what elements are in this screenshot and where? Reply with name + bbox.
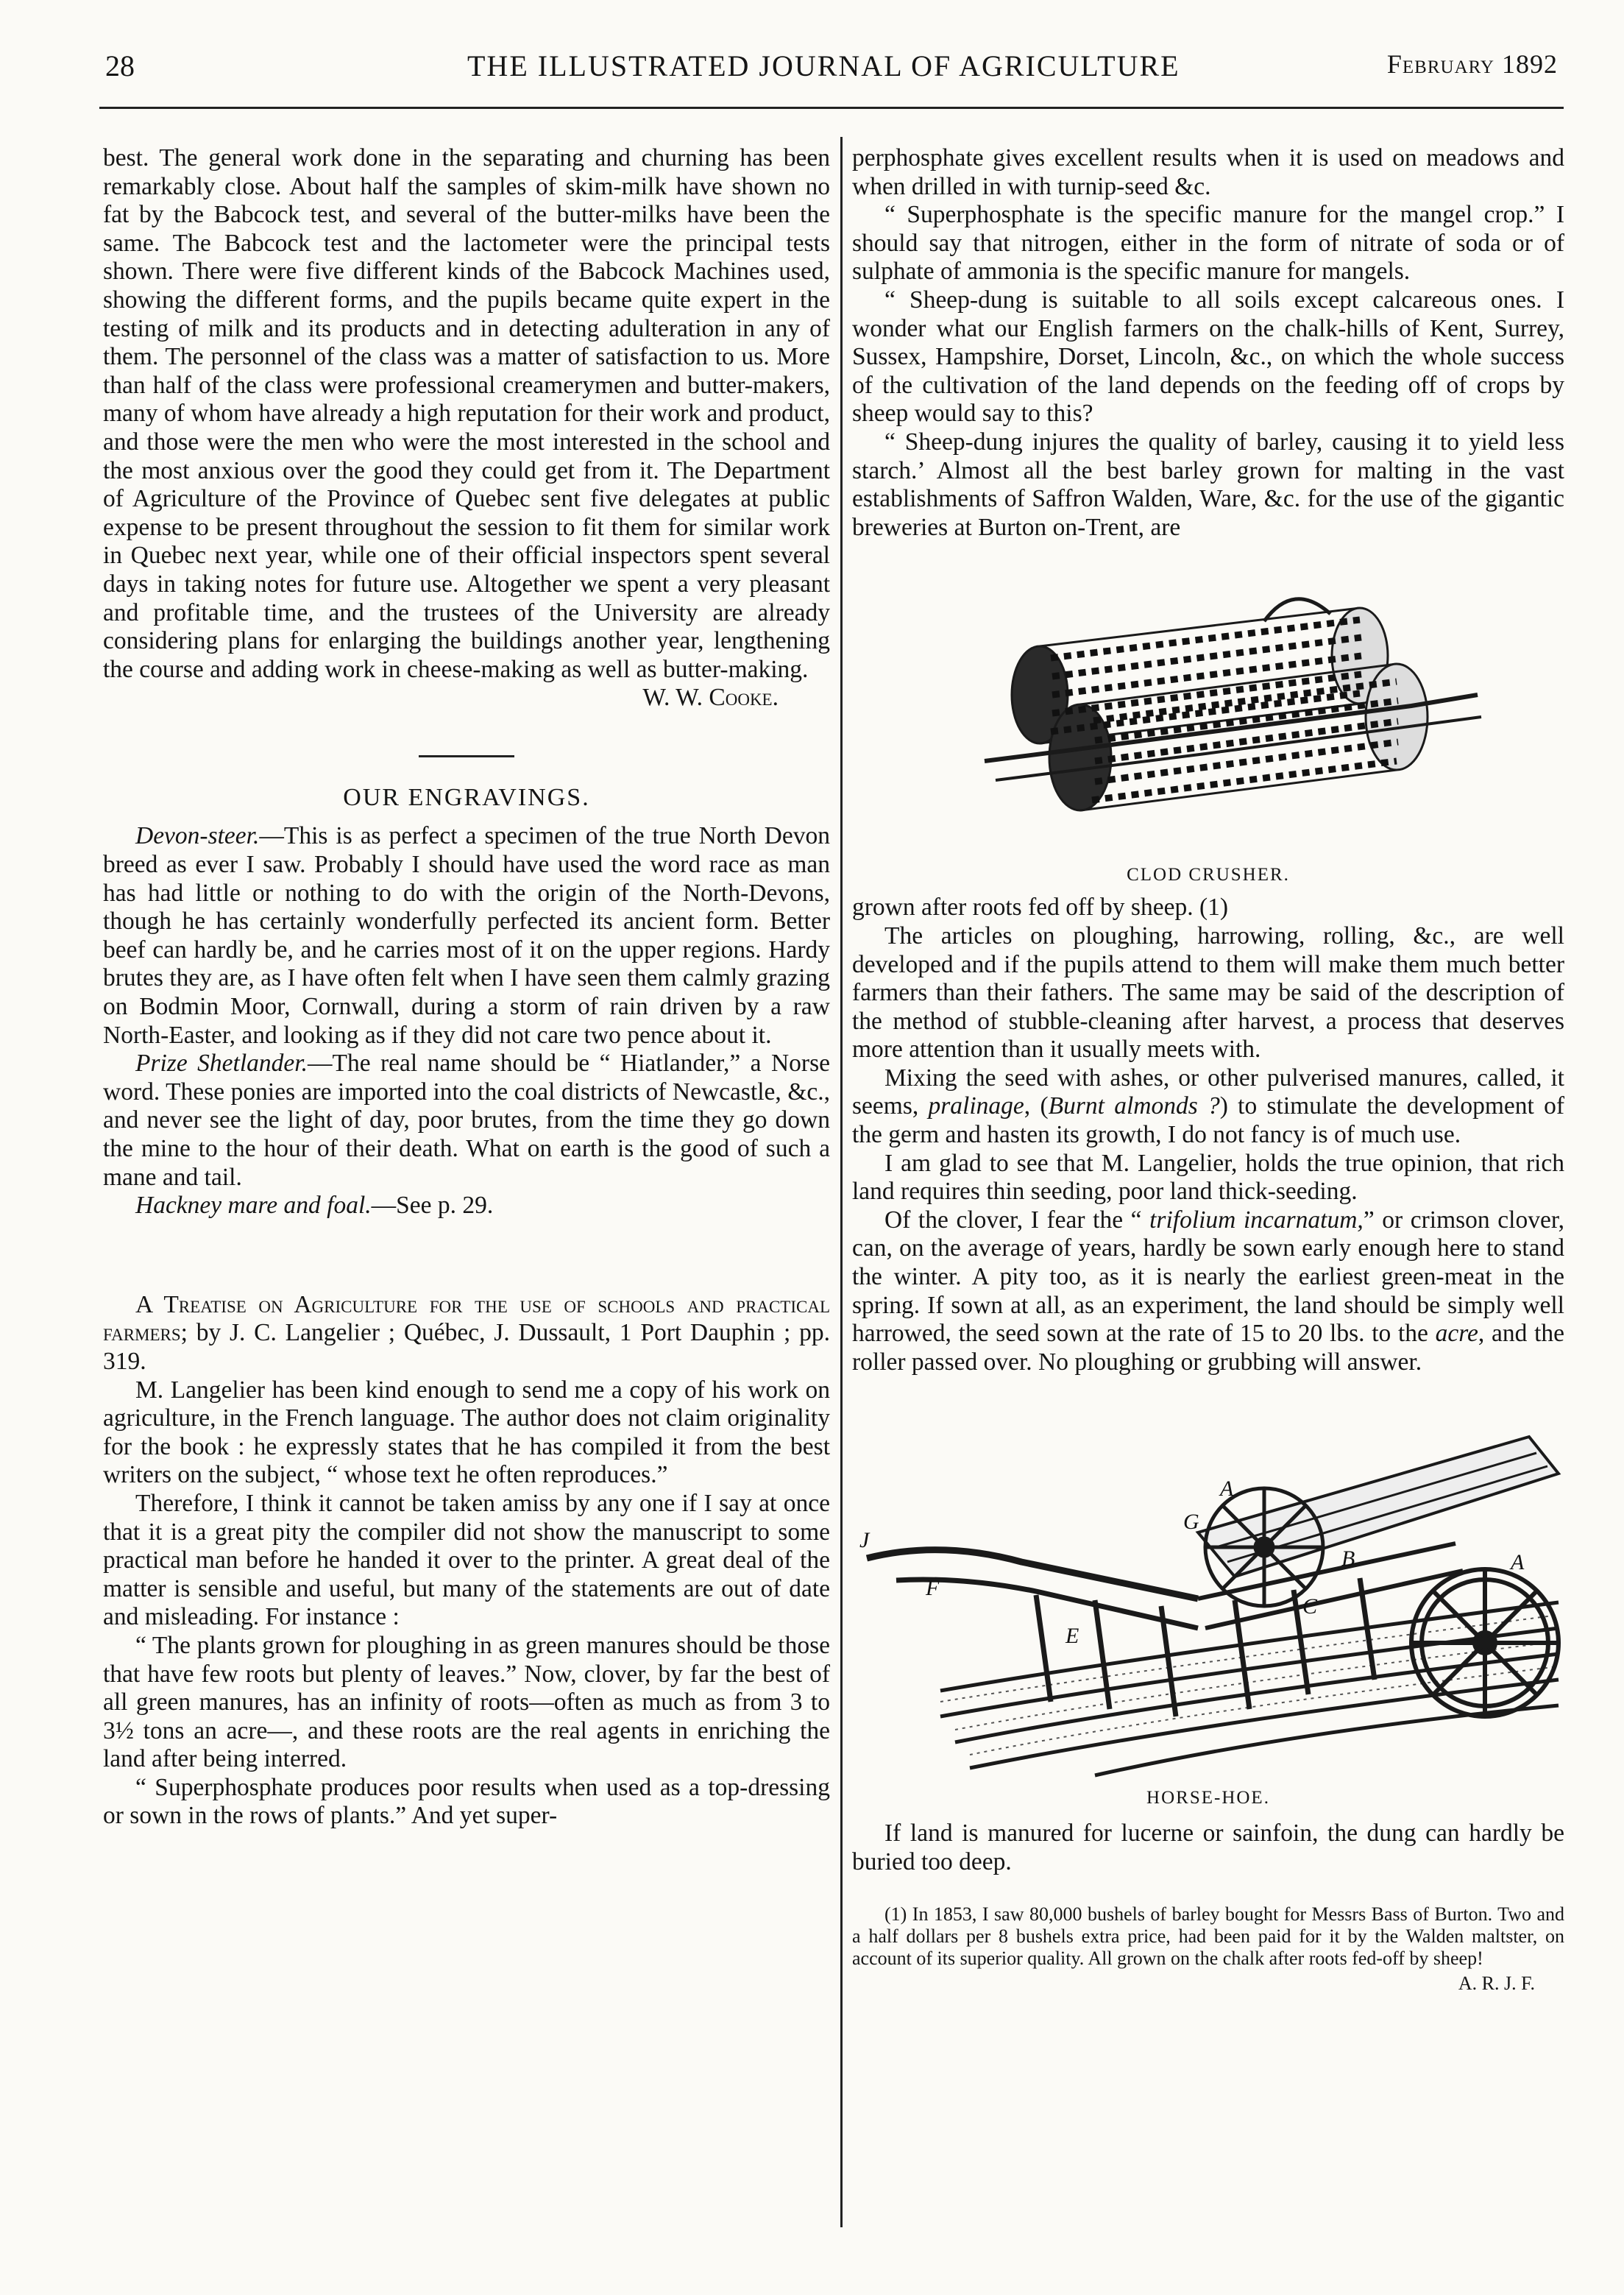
clod-crusher-figure [852,577,1564,894]
review-paragraph-3: “ The plants grown for ploughing in as green manures should be those that have few roots but plenty of leaves.” Now, clover, by far the best of all green manures, has an infinity of roots—often as much as from 3 to 3½ tons an acre—, and these roots are the real agents in enriching the land after being interred. [103,1631,830,1773]
hoe-label-c: C [1302,1594,1318,1619]
hackney-text: —See p. 29. [371,1192,494,1220]
hoe-label-a2: A [1511,1550,1525,1575]
shetland-text: —The real name should be “ Hiatlander,” a Norse word. These ponies are imported into the coal districts of Newcastle, &c., and never see the light of day, poor brutes, from the time they go down the mine to the hour of their death. What on earth is the good of such a mane and tail. [103,1050,830,1191]
seeding-paragraph: I am glad to see that M. Langelier, holds the true opinion, that rich land requires thin seeding, poor land thick-seeding. [852,1149,1564,1206]
review-heading [103,1291,830,1376]
barley-paragraph: “ Sheep-dung injures the quality of barley, causing it to yield less starch.’ Almost all the best barley grown for malting in the vast establishments of Saffron Walden, Ware, &c. for the use of the gigantic breweries at Burton on-Trent, are [852,428,1564,541]
hoe-label-f: F [926,1576,940,1601]
right-column [852,144,1564,1998]
ploughing-paragraph: The articles on ploughing, harrowing, rolling, &c., are well developed and if the pupils attend to them will make them much better farmers than their fathers. The same may be said of the description of the method of stubble-cleaning after harvest, a process that deserves more attention than it usually meets with. [852,922,1564,1064]
clover-paragraph: Of the clover, I fear the “ trifolium incarnatum,” or crimson clover, can, on the average of years, hardly be sown early enough here to stand the winter. A pity too, as it is nearly the earliest green-meat in the spring. If sown at all, as an experiment, the land should be simply well harrowed, the seed sown at the rate of 15 to 20 lbs. to the acre, and the roller passed over. No ploughing or grubbing will answer. [852,1206,1565,1376]
roots-paragraph: grown after roots fed off by sheep. (1) [852,894,1229,922]
column-divider [840,137,843,2227]
horse-hoe-caption: HORSE-HOE. [1146,1788,1270,1808]
hackney-label: Hackney mare and foal. [135,1192,372,1220]
mangel-paragraph: “ Superphosphate is the specific manure for the mangel crop.” I should say that nitrogen, either in the form of nitrate of soda or of sulphate of ammonia is the specific manure for mangels. [852,201,1564,286]
devon-steer-text: —This is as perfect a specimen of the true North Devon breed as ever I saw. Probably I should have used the word race as man has had little or nothing to do with the origin of the North-Devons, though he has certainly wonderfully perfected its ancient form. Better beef can hardly be, and he carries most of it on the upper regions. Hardy brutes they are, as I have often felt when I have seen them calmly grazing on Bodmin Moor, Cornwall, during a storm of rain driven by a raw North-Easter, and looking as if they did not care two pence about it. [103,822,830,1049]
footnote: (1) In 1853, I saw 80,000 bushels of barley bought for Messrs Bass of Burton. Two and a half dollars per 8 bushels extra price, had been paid for it by the Walden maltster, on account of its superior quality. All grown on the chalk after roots fed-off by sheep! [852,1903,1564,1969]
review-citation: ; by J. C. Langelier ; Québec, J. Dussault, 1 Port Dauphin ; pp. 319. [103,1319,830,1375]
journal-title: THE ILLUSTRATED JOURNAL OF AGRICULTURE [467,49,1180,82]
issue-date: February 1892 [1386,49,1558,79]
review-title: A Treatise on Agriculture for the use of schools and practical farmers [103,1290,830,1347]
left-column [103,144,830,1831]
footnote-signature: A. R. J. F. [1458,1972,1535,1994]
hoe-label-e: E [1065,1624,1079,1649]
hoe-label-g: G [1183,1510,1199,1535]
dairy-school-paragraph: best. The general work done in the separating and churning has been remarkably close. About half the samples of skim-milk have shown no fat by the Babcock test, and several of the butter-milks have been the same. The Babcock test and the lactometer were the principal tests shown. There were five different kinds of the Babcock Machines used, showing the different forms, and the pupils became quite expert in the testing of milk and its products and in detecting adulteration in any of them. The personnel of the class was a matter of satisfaction to us. More than half of the class were professional creamerymen and butter-makers, many of whom have already a high reputation for their work and product, and those were the men who were the most interested in the school and the most anxious over the good they could get from it. The Department of Agriculture of the Province of Quebec sent five delegates at public expense to be present throughout the session to fit them for similar work in Quebec next year, while one of their official inspectors spent several days in taking notes for future use. Altogether we spent a very pleasant and profitable time, and the trustees of the University are already considering plans for enlarging the buildings another year, lengthening the course and adding work in cheese-making as well as butter-making. [103,144,830,683]
review-paragraph-2: Therefore, I think it cannot be taken amiss by any one if I say at once that it is a great pity the compiler did not show the manuscript to some practical man before he handed it over to the printer. A great deal of the matter is sensible and useful, but many of the statements are out of date and misleading. For instance : [103,1489,830,1631]
hoe-label-b: B [1341,1546,1355,1571]
shetland-paragraph [103,1050,830,1192]
hoe-label-j: J [859,1528,870,1553]
page-number: 28 [105,49,135,82]
lucerne-paragraph: If land is manured for lucerne or sainfoin, the dung can hardly be buried too deep. [852,1820,1564,1875]
devon-steer-paragraph [103,822,830,1050]
hackney-paragraph [103,1192,830,1220]
horse-hoe-illustration [852,1407,1564,1779]
shetland-label: Prize Shetlander. [135,1050,308,1078]
horse-hoe-figure [852,1407,1564,1820]
header-rule [99,107,1564,109]
sheep-dung-paragraph: “ Sheep-dung is suitable to all soils except calcareous ones. I wonder what our English farmers on the chalk-hills of Kent, Surrey, Sussex, Hampshire, Dorset, Lincoln, &c., on which the whole success of the cultivation of the land depends on the feeding off of crops by sheep would say to this? [852,286,1564,428]
clod-crusher-illustration [852,577,1564,860]
author-signature: W. W. Cooke. [642,684,779,712]
section-divider [419,755,514,757]
review-paragraph-1: M. Langelier has been kind enough to send me a copy of his work on agriculture, in the French language. The author does not claim originality for the book : he expressly states that he has compiled it from the best writers on the subject, “ whose text he often reproduces.” [103,1376,830,1489]
engravings-heading: OUR ENGRAVINGS. [343,783,590,811]
devon-steer-label: Devon-steer. [135,822,260,850]
superphosphate-paragraph: perphosphate gives excellent results when it is used on meadows and when drilled in with turnip-seed &c. [852,144,1564,200]
hoe-label-a1: A [1220,1477,1234,1502]
clod-crusher-caption: CLOD CRUSHER. [1127,865,1290,885]
page-header [99,49,1564,93]
review-paragraph-4: “ Superphosphate produces poor results when used as a top-dressing or sown in the rows of plants.” And yet super- [103,1773,830,1830]
pralinage-paragraph: Mixing the seed with ashes, or other pulverised manures, called, it seems, pralinage, (Burnt almonds ?) to stimulate the development of the germ and hasten its growth, I do not fancy is of much use. [852,1064,1564,1149]
